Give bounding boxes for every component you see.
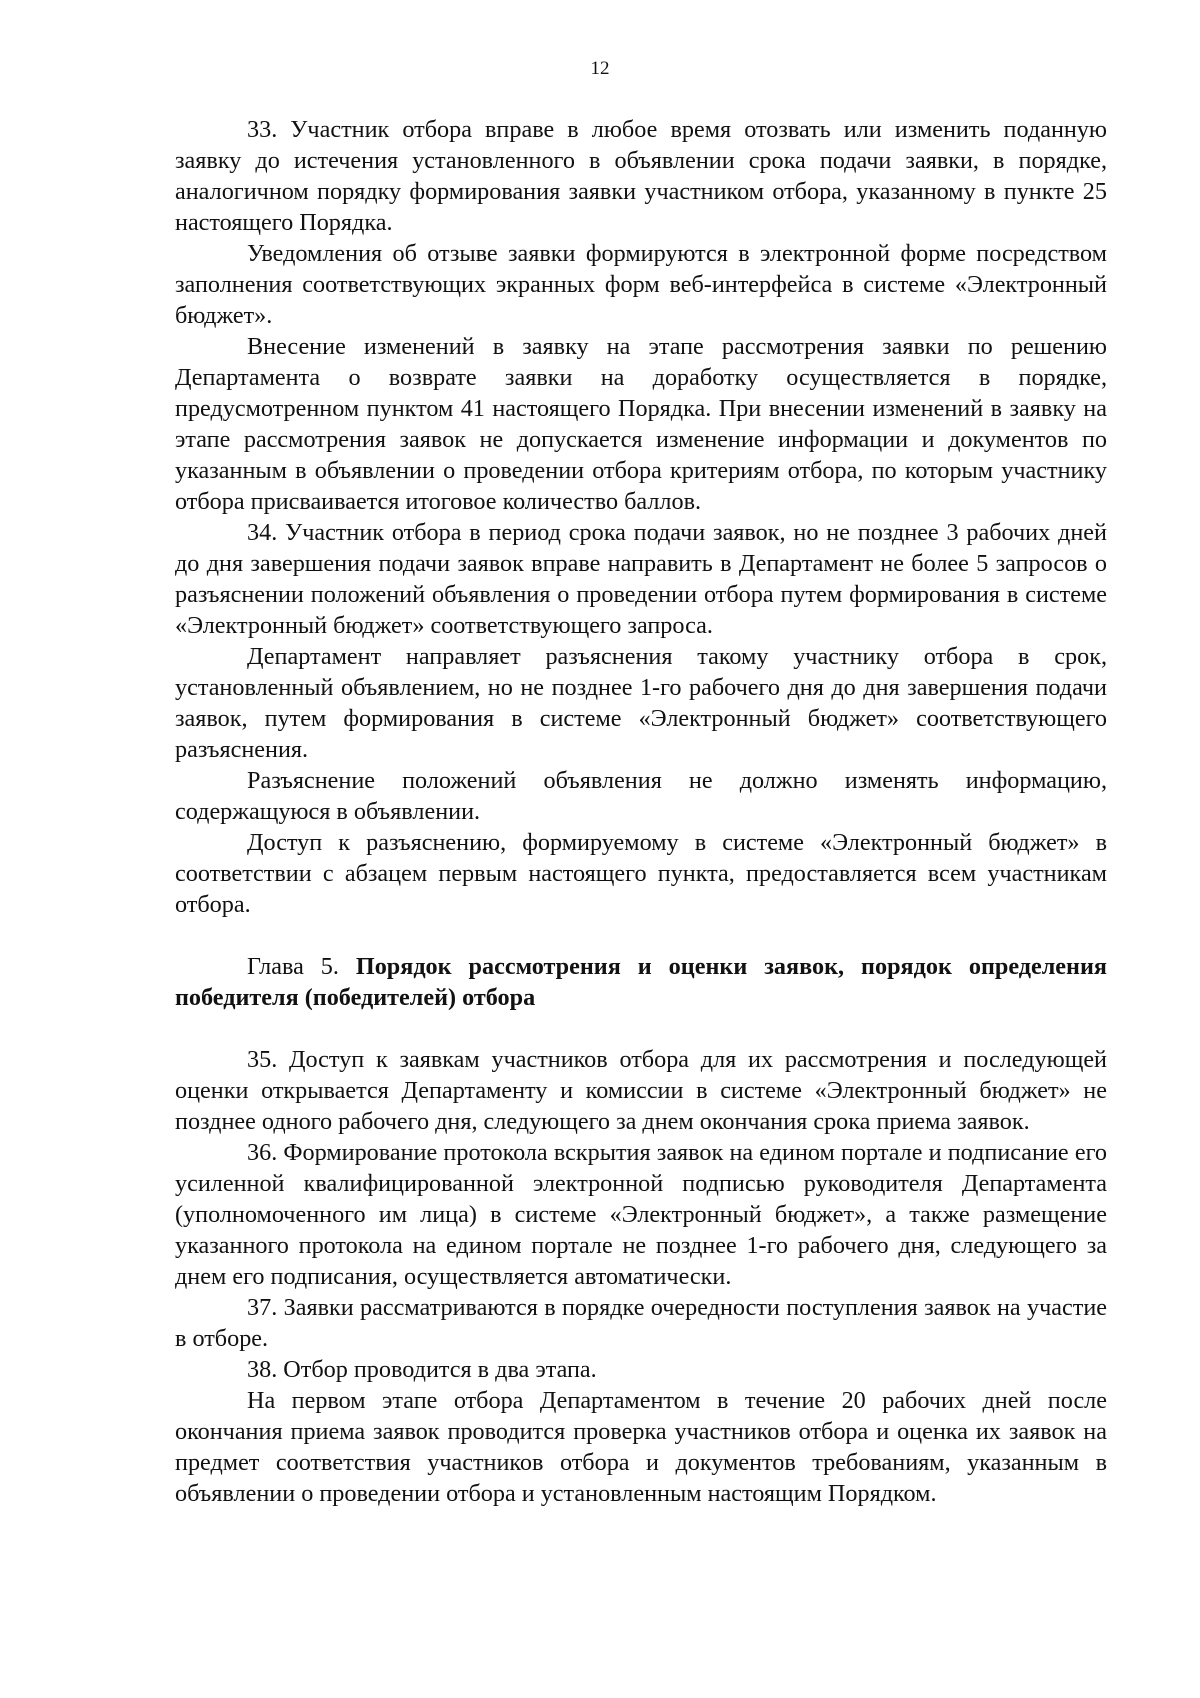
document-body — [175, 114, 1107, 1509]
paragraph-amendments: Внесение изменений в заявку на этапе рассмотрения заявки по решению Департамента о возврате заявки на доработку осуществляется в порядке, предусмотренном пунктом 41 настоящего Порядка. При внесении изменений в заявку на этапе рассмотрения заявок не допускается изменение информации и документов по указанным в объявлении о проведении отбора критериям отбора, по которым участнику отбора присваивается итоговое количество баллов. — [175, 333, 1107, 515]
paragraph-clarification-limits: Разъяснение положений объявления не должно изменять информацию, содержащуюся в объявлении. — [175, 767, 1107, 825]
paragraph-department-clarifications: Департамент направляет разъяснения такому участнику отбора в срок, установленный объявлением, но не позднее 1-го рабочего дня до дня завершения подачи заявок, путем формирования в системе «Электронный бюджет» соответствующего разъяснения. — [175, 643, 1107, 763]
paragraph-35: 35. Доступ к заявкам участников отбора для их рассмотрения и последующей оценки открывается Департаменту и комиссии в системе «Электронный бюджет» не позднее одного рабочего дня, следующего за днем окончания срока приема заявок. — [175, 1046, 1107, 1135]
paragraph-clarification-access: Доступ к разъяснению, формируемому в системе «Электронный бюджет» в соответствии с абзацем первым настоящего пункта, предоставляется всем участникам отбора. — [175, 829, 1107, 918]
paragraph-36: 36. Формирование протокола вскрытия заявок на едином портале и подписание его усиленной квалифицированной электронной подписью руководителя Департамента (уполномоченного им лица) в системе «Электронный бюджет», а также размещение указанного протокола на едином портале не позднее 1-го рабочего дня, следующего за днем его подписания, осуществляется автоматически. — [175, 1139, 1107, 1290]
paragraph-38: 38. Отбор проводится в два этапа. — [247, 1356, 597, 1383]
paragraph-withdrawal-notice: Уведомления об отзыве заявки формируются в электронной форме посредством заполнения соответствующих экранных форм веб-интерфейса в системе «Электронный бюджет». — [175, 240, 1107, 329]
paragraph-first-stage: На первом этапе отбора Департаментом в течение 20 рабочих дней после окончания приема заявок проводится проверка участников отбора и оценка их заявок на предмет соответствия участников отбора и документов требованиям, указанным в объявлении о проведении отбора и установленным настоящим Порядком. — [175, 1387, 1107, 1507]
paragraph-37: 37. Заявки рассматриваются в порядке очередности поступления заявок на участие в отборе. — [175, 1294, 1107, 1352]
chapter-prefix: Глава 5. — [247, 953, 356, 980]
paragraph-33: 33. Участник отбора вправе в любое время отозвать или изменить поданную заявку до истечения установленного в объявлении срока подачи заявки, в порядке, аналогичном порядку формирования заявки участником отбора, указанному в пункте 25 настоящего Порядка. — [175, 116, 1107, 236]
paragraph-34: 34. Участник отбора в период срока подачи заявок, но не позднее 3 рабочих дней до дня завершения подачи заявок вправе направить в Департамент не более 5 запросов о разъяснении положений объявления о проведении отбора путем формирования в системе «Электронный бюджет» соответствующего запроса. — [175, 519, 1107, 639]
page-number: 12 — [590, 58, 610, 79]
chapter-title: Порядок рассмотрения и оценки заявок, порядок определения победителя (победителей) отбора — [175, 953, 1107, 1011]
chapter-heading — [175, 951, 1107, 1013]
